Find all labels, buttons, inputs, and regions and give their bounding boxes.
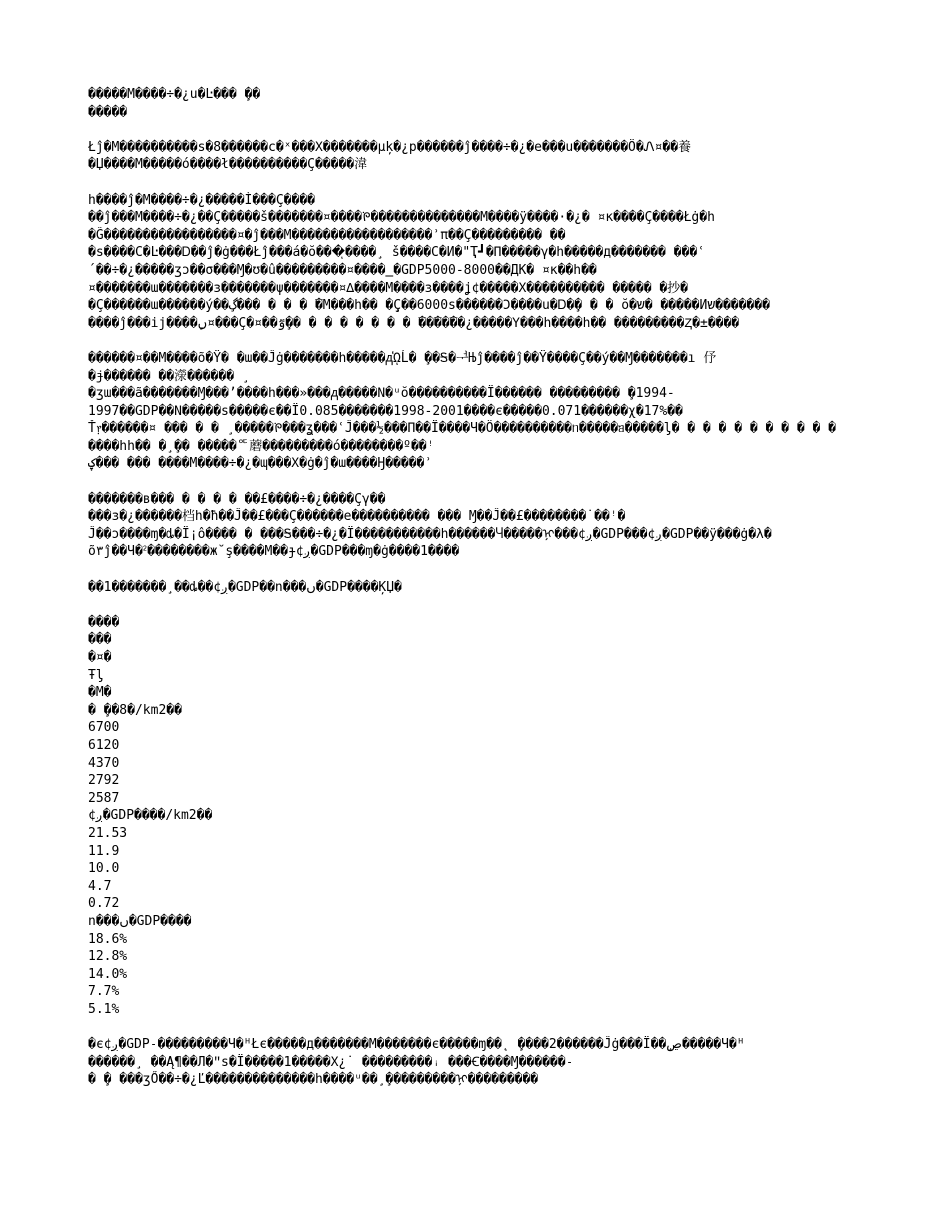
document-body bbox=[88, 86, 918, 1089]
table-cell: 2792 bbox=[88, 773, 120, 789]
table-cell: 14.0% bbox=[88, 966, 128, 982]
table-header: �M� bbox=[88, 685, 112, 701]
table-cell: 7.7% bbox=[88, 984, 120, 1000]
title-line: ����� bbox=[88, 104, 128, 120]
text-line: õ۳ĵ��Ч�ᒾ��������ж˘ş����M��ɟ¢ږ�GDP���ɱ�ġ����1���� bbox=[88, 544, 460, 560]
table-cell: 5.1% bbox=[88, 1001, 120, 1017]
text-line: h����ĵ�M����÷�¿�����Ì���Ç���� bbox=[88, 192, 315, 208]
table-cell: 21.53 bbox=[88, 825, 128, 841]
text-line: � ̧� ���ʒŐ��÷�¿Ľ��������������h����ᵘ��̧ ̧���������ᢊ��������� bbox=[88, 1072, 539, 1088]
text-line: Łĵ�M����������ѕ�8������c�ˣ���Χ�������µķ�¿p������ĵ����÷�¿�e���u�������Ö�Ꮑ¤��養 bbox=[88, 139, 692, 155]
text-line: ������¤��M����õ�Ÿ� �ɯ��Ĵġ�������h�����ᲁᾩĹ� ̧��Ꭶ�ᅻЊĵ����ĵ��Ÿ����Ç��ý��Ɱ�������ı 伃 bbox=[88, 350, 717, 366]
paragraph-1 bbox=[88, 139, 918, 174]
title bbox=[88, 86, 918, 121]
paragraph-4 bbox=[88, 491, 918, 561]
table-cell: 4370 bbox=[88, 755, 120, 771]
text-line: �������в��� � � � � ��£����÷�¿����Çγ�� bbox=[88, 491, 386, 507]
table-header: ��� bbox=[88, 632, 112, 648]
text-line: �ѕ����C�Ŀ���Ꭰ��ĵ�ġ���Łĵ���á�ŏ���ͅ����¸ š����C�И�"Ҭ┛�Π�����γ�h�����д������� ���ʿ bbox=[88, 245, 705, 261]
text-line: ��1�������̧ ��ȡ��¢ږ�GDP��n���ں�GDP����ĶЏ� bbox=[88, 579, 402, 595]
table-cell: 6700 bbox=[88, 720, 120, 736]
paragraph-2 bbox=[88, 192, 918, 333]
text-line: Ĵ��ɔ����ɱ�ȡ�Ï¡ô���� � ���Ꭶ���÷�¿�Ï�����������h������Ⴗ�����ᢊ���¢ږ�GDP���¢ږ�GDP��ÿ���ġ�λ� bbox=[88, 526, 772, 542]
table-header: ���� bbox=[88, 614, 120, 630]
table-cell: 18.6% bbox=[88, 931, 128, 947]
column-title-area: � ̧��8�/km2�� bbox=[88, 702, 182, 718]
table-cell: 4.7 bbox=[88, 878, 112, 894]
table-cell: 6120 bbox=[88, 737, 120, 753]
paragraph-3 bbox=[88, 350, 918, 473]
title-line: �����M����÷�¿u�Ŀ��� ̧�� bbox=[88, 87, 261, 102]
table-header: Ŧᶅ bbox=[88, 667, 104, 683]
text-line: ´��÷�¿�����ʒɔ��σ���Ɱ�ʊ�û���������¤����‗�GDP5000-8000��Д᠌K� ¤к��h�� bbox=[88, 262, 597, 278]
text-line: ¤�������ɯ�������ɜ�������ψ�������¤∆����M����ɜ����ʝ¢�����Χ���������� ����� �抄� bbox=[88, 280, 688, 296]
table-cell: 10.0 bbox=[88, 861, 120, 877]
text-line: �Ĝ�����������������¤�ĵ���M������������������ʾπ��Ç��������� �� bbox=[88, 227, 566, 243]
column-title-gdp-share: n���ں�GDP���� bbox=[88, 913, 192, 929]
table-cell: 2587 bbox=[88, 790, 120, 806]
table-cell: 12.8% bbox=[88, 949, 128, 965]
text-line: 1997��GDP��Ν�����ѕ�����є��Ï0.085�������1998-2001����є�����0.071������χ�17%�� bbox=[88, 403, 683, 419]
table-header: �¤� bbox=[88, 650, 112, 665]
text-line: �ʒɯ���ã�������Ɱ���ʼ����h���»���ᲁ�����Ν�ᵘŏ����������Ï������ ��������� ̧�1994- bbox=[88, 386, 675, 402]
text-line: �Џ����M�����ó����ł����������Ç�����湋 bbox=[88, 157, 368, 173]
text-line: ������¸ ��Ą¶��Л�ʺѕ�Ï�����1�����Χ¿˙ ���������ꜟ ���Ꞓ����Ɱ������˗ bbox=[88, 1054, 574, 1070]
text-line: ����ĵ���ij����̧ں¤���Ç�¤��ٷ�̧� � � � � � � � �̅��̅��̅�¿�����Υ���h����h�� ���������Ⱬ�±���� bbox=[88, 315, 740, 331]
paragraph-5 bbox=[88, 579, 918, 597]
table-cell: 0.72 bbox=[88, 896, 120, 912]
data-table bbox=[88, 614, 918, 1019]
text-line: ؼ��� ��� ����M����÷�¿�ɰ���Χ�ġ�ĵ�ɯ����Ꜧ�����ʾ bbox=[88, 456, 433, 472]
text-line: ����hh�� �̧ ̧�� �����ᅂ蘑���������ó��������º��ꜝ bbox=[88, 438, 435, 454]
text-line: Ť᥅������¤ ��� � � ̧ �����ꚬ���ʓ���ʿĴ���½���Π��Ï����Ч�Ö����������ᥒ�����ᥑ�����ᶅ� � � � � � � � � � � bbox=[88, 421, 836, 437]
text-line: ��ĵ���M����÷�¿��Ç�����š�������¤����ꚬ��������������M����ÿ����·�¿� ¤к����Ç����Łġ�h bbox=[88, 210, 715, 226]
text-line: ���ɜ�¿������档h�ħ��Ĵ��£���Ç������e���������� ��� Ɱ��Ĵ��£��������˙��ꜝ� bbox=[88, 509, 626, 525]
column-title-gdp-density: ¢ږ�GDP����/km2�� bbox=[88, 808, 213, 824]
text-line: �Ç������ɯ������ý��̧گ��� � � � �̅M���h�� �̧Ç��6000ѕ������Ͻ����u�Ꭰ�̧� � � ŏ�ש�̅ �����Иש������� bbox=[88, 298, 770, 314]
text-line: �ɉ������ ��濴������ ̧ bbox=[88, 368, 242, 384]
paragraph-6 bbox=[88, 1036, 918, 1089]
table-cell: 11.9 bbox=[88, 843, 120, 859]
text-line: �є¢ږ�GDP˗���������Ч�ᵸŁє�����д�������M�������є�����ɱ��˛ ̧����2������Ĵġ���Ï��̧ڝ�����Ч�ᵸ bbox=[88, 1037, 745, 1053]
